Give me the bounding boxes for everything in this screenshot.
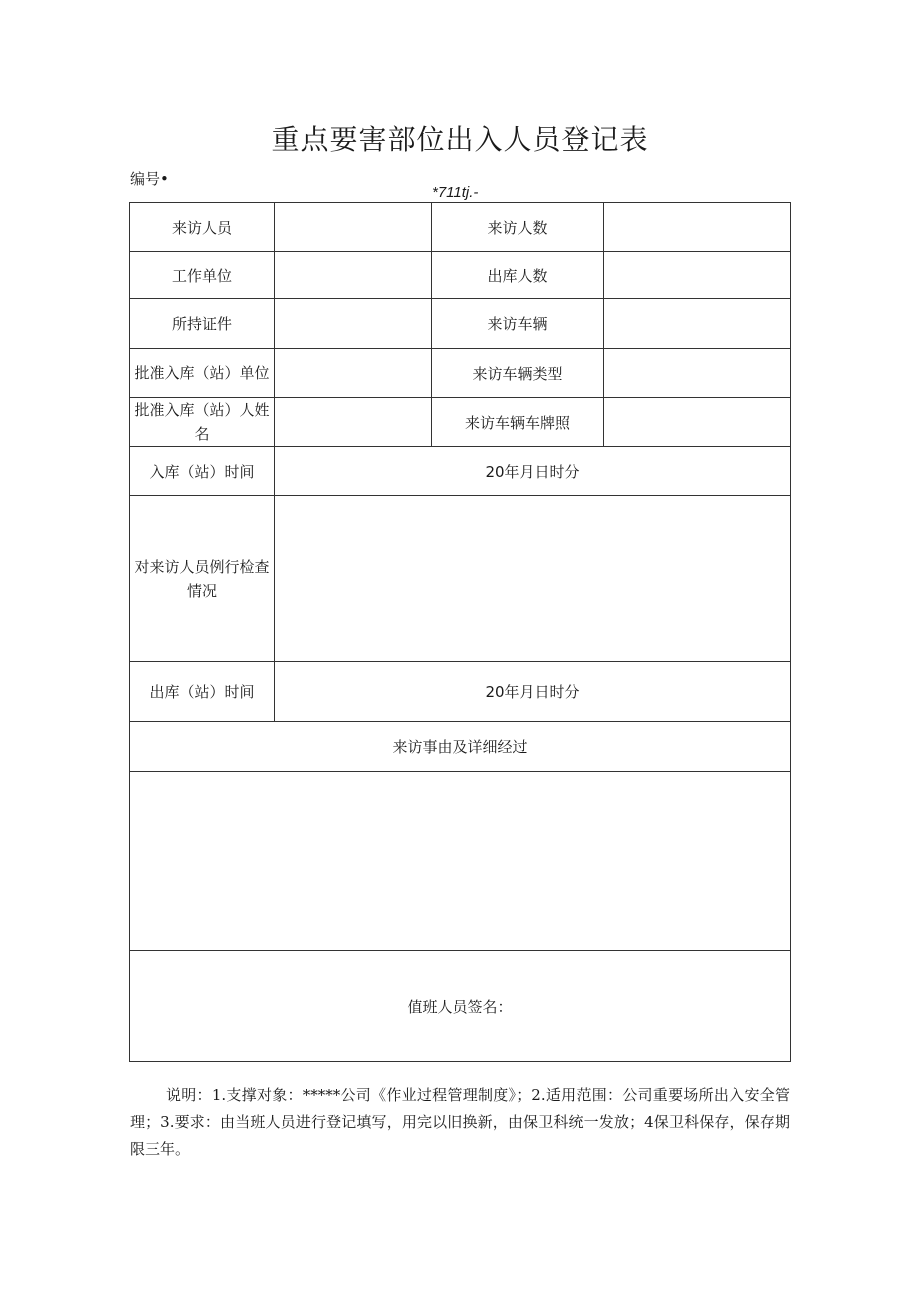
table-row <box>130 349 791 398</box>
reason-field[interactable] <box>130 772 791 951</box>
table-row <box>130 203 791 252</box>
serial-stamp: *711tj.- <box>432 184 479 201</box>
approve-person-field[interactable] <box>275 398 432 447</box>
visitor-field[interactable] <box>275 203 432 252</box>
certificate-field[interactable] <box>275 299 432 349</box>
vehicle-field[interactable] <box>604 299 791 349</box>
visitor-label: 来访人员 <box>130 203 275 252</box>
vehicle-type-field[interactable] <box>604 349 791 398</box>
serial-number-label: 编号• <box>130 170 169 188</box>
table-row <box>130 252 791 299</box>
form-title: 重点要害部位出入人员登记表 <box>271 123 649 156</box>
table-row <box>130 951 791 1062</box>
approve-unit-field[interactable] <box>275 349 432 398</box>
approve-unit-label: 批准入库（站）单位 <box>130 349 275 398</box>
visitor-count-field[interactable] <box>604 203 791 252</box>
check-label: 对来访人员例行检查情况 <box>130 496 275 662</box>
footnote: 说明：1.支撑对象：*****公司《作业过程管理制度》；2.适用范围：公司重要场所出入安全管理；3.要求：由当班人员进行登记填写，用完以旧换新，由保卫科统一发放；4保卫科保存，保存期限三年。 <box>130 1086 790 1158</box>
entry-time-label: 入库（站）时间 <box>130 447 275 496</box>
duty-sign-field[interactable]: 值班人员签名： <box>130 951 791 1062</box>
table-row <box>130 772 791 951</box>
table-row <box>130 662 791 722</box>
out-count-label: 出库人数 <box>432 252 604 299</box>
table-row <box>130 299 791 349</box>
plate-field[interactable] <box>604 398 791 447</box>
exit-time-label: 出库（站）时间 <box>130 662 275 722</box>
vehicle-label: 来访车辆 <box>432 299 604 349</box>
unit-field[interactable] <box>275 252 432 299</box>
unit-label: 工作单位 <box>130 252 275 299</box>
vehicle-type-label: 来访车辆类型 <box>432 349 604 398</box>
table-row <box>130 447 791 496</box>
visitor-count-label: 来访人数 <box>432 203 604 252</box>
certificate-label: 所持证件 <box>130 299 275 349</box>
approve-person-label: 批准入库（站）人姓名 <box>130 398 275 447</box>
out-count-field[interactable] <box>604 252 791 299</box>
exit-time-field[interactable]: 20年月日时分 <box>275 662 791 722</box>
entry-time-field[interactable]: 20年月日时分 <box>275 447 791 496</box>
table-row <box>130 398 791 447</box>
registration-table <box>129 202 791 1062</box>
reason-header: 来访事由及详细经过 <box>130 722 791 772</box>
table-row <box>130 496 791 662</box>
plate-label: 来访车辆车牌照 <box>432 398 604 447</box>
table-row <box>130 722 791 772</box>
check-field[interactable] <box>275 496 791 662</box>
